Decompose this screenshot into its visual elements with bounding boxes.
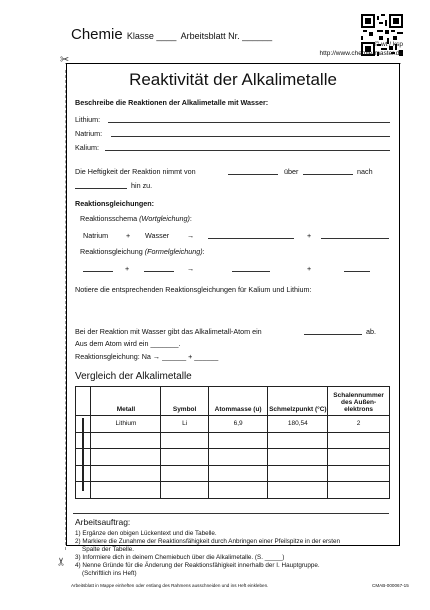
heftigkeit-text-4: hin zu. [131,181,153,190]
table-cell[interactable]: 180,54 [268,416,328,433]
divider [73,513,389,514]
table-cell[interactable] [268,465,328,482]
task-item: 3) Informiere dich in deinem Chemiebuch über die Alkalimetalle. (S. _____) [75,554,285,561]
table-cell[interactable] [91,465,161,482]
answer-line[interactable] [111,136,390,137]
atom-text-2: Aus dem Atom wird ein _______. [75,339,181,348]
klasse-field: Klasse ____ [126,31,177,41]
atom-text-1: Bei der Reaktion mit Wasser gibt das Alkalimetall-Atom ein [75,327,262,336]
gleichung-plus: + [125,264,130,273]
blank-line[interactable] [344,271,370,272]
table-cell[interactable]: Li [161,416,208,433]
schema-label: Reaktionsschema (Wortgleichung): [80,214,192,223]
blank-line[interactable] [144,271,174,272]
column-header: Metall [91,387,161,416]
table-cell[interactable]: Lithium [91,416,161,433]
table-cell[interactable] [91,449,161,466]
label-kalium: Kalium: [75,143,99,152]
table-cell[interactable] [208,432,268,449]
scissors-icon: ✂ [60,54,70,66]
table-cell[interactable] [328,465,390,482]
blank-line[interactable] [228,174,278,175]
document-code: CMAB-000067-15 [372,583,409,588]
blank-line[interactable] [232,271,270,272]
arrow-cell[interactable] [76,416,91,433]
table-header-row [76,387,390,416]
blank-line[interactable] [303,174,353,175]
credit-website: http://www.chemie-master.de [319,50,403,57]
table-cell[interactable]: 2 [328,416,390,433]
footer-note: Arbeitsblatt in Mappe einheften oder entlang des Rahmens ausschneiden und ins Heft einkleben. [71,583,269,588]
table-row [76,482,390,499]
column-header: Symbol [161,387,208,416]
schema-plus: + [126,231,131,240]
task-item: 2) Markiere die Zunahme der Reaktionsfähigkeit durch Anbringen einer Pfeilspitze in der ersten [75,538,340,545]
column-header: Schmelzpunkt (°C) [268,387,328,416]
scissors-icon: ✂ [56,556,69,567]
atom-text-1b: ab. [366,327,376,336]
heftigkeit-text-2: über [284,167,299,176]
table-row [76,465,390,482]
blank-line[interactable] [208,238,294,239]
table-cell[interactable] [161,482,208,499]
gleichung-arrow: → [187,264,195,273]
table-row [76,449,390,466]
page-title: Reaktivität der Alkalimetalle [129,70,337,89]
table-cell[interactable]: 6,9 [208,416,268,433]
task-item: 4) Nenne Gründe für die Änderung der Reaktionsfähigkeit innerhalb der I. Hauptgruppe. [75,562,320,569]
table-cell[interactable] [161,465,208,482]
gleichung-plus: + [307,264,312,273]
atom-reaktionsgleichung: Reaktionsgleichung: Na → ______ + ______ [75,352,219,361]
task-item: Spalte der Tabelle. [75,546,135,553]
heftigkeit-text-3: nach [357,167,373,176]
task-item: (Schriftlich ins Heft) [75,570,137,577]
table-cell[interactable] [91,432,161,449]
section-heading: Reaktionsgleichungen: [75,199,155,208]
table-row [76,416,390,433]
table-cell[interactable] [268,432,328,449]
column-header: Schalennummer des Außen-elektrons [328,387,390,416]
subject-title: Chemie Klasse ____ Arbeitsblatt Nr. ______ [71,26,273,43]
arbeitsauftrag-heading: Arbeitsauftrag: [75,517,131,527]
schema-wasser: Wasser [145,231,170,240]
vergleich-heading: Vergleich der Alkalimetalle [75,371,192,382]
answer-line[interactable] [108,122,390,123]
section-heading: Beschreibe die Reaktionen der Alkalimetalle mit Wasser: [75,98,269,107]
blank-line[interactable] [321,238,389,239]
label-natrium: Natrium: [75,129,103,138]
table-cell[interactable] [161,432,208,449]
notiere-text: Notiere die entsprechenden Reaktionsgleichungen für Kalium und Lithium: [75,285,312,294]
table-cell[interactable] [208,465,268,482]
table-cell[interactable] [161,449,208,466]
table-cell[interactable] [328,432,390,449]
blank-line[interactable] [83,271,113,272]
schema-arrow: → [187,231,195,240]
label-lithium: Lithium: [75,115,101,124]
schema-natrium: Natrium [83,231,109,240]
table-cell[interactable] [91,482,161,499]
column-header: Atommasse (u) [208,387,268,416]
vergleich-table [75,386,390,499]
table-cell[interactable] [328,482,390,499]
blank-line[interactable] [75,188,127,189]
answer-line[interactable] [105,150,390,151]
table-cell[interactable] [208,449,268,466]
table-cell[interactable] [268,482,328,499]
task-item: 1) Ergänze den obigen Lückentext und die Tabelle. [75,530,217,537]
table-cell[interactable] [208,482,268,499]
blank-line[interactable] [304,334,362,335]
arrow-column-header[interactable] [76,387,91,416]
table-cell[interactable] [328,449,390,466]
heftigkeit-text-1: Die Heftigkeit der Reaktion nimmt von [75,167,196,176]
table-row [76,432,390,449]
table-cell[interactable] [268,449,328,466]
schema-plus: + [307,231,312,240]
gleichung-label: Reaktionsgleichung (Formelgleichung): [80,247,205,256]
arbeitsblatt-field: Arbeitsblatt Nr. ______ [180,31,273,41]
credit-author: © wt / ksp [374,41,403,48]
